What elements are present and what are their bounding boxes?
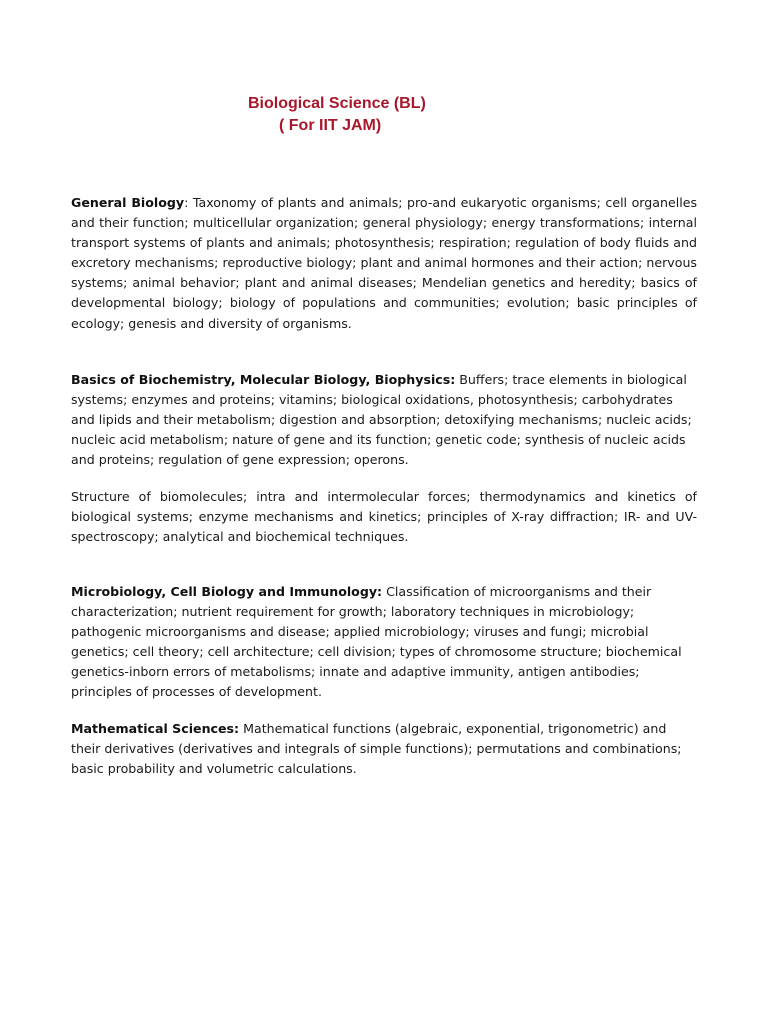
document-subtitle: ( For IIT JAM) — [279, 117, 382, 134]
section-mathematical-sciences — [71, 719, 697, 779]
section-body: Classification of microorganisms and their characterization; nutrient requirement for growth; laboratory techniques in microbiology; pathogenic microorganisms and disease; applied microbiology; viruses and fungi; microbial genetics; cell theory; cell architecture; cell division; types of chromosome structure; biochemical genetics-inborn errors of metabolisms; innate and adaptive immunity, antigen antibodies; principles of processes of development. — [71, 584, 682, 700]
section-microbiology — [71, 582, 697, 703]
section-heading: Basics of Biochemistry, Molecular Biology, Biophysics: — [71, 372, 456, 387]
section-body: Structure of biomolecules; intra and intermolecular forces; thermodynamics and kinetics of biological systems; enzyme mechanisms and kinetics; principles of X-ray diffraction; IR- and UV-spectroscopy; analytical and biochemical techniques. — [71, 489, 697, 545]
section-general-biology: General Biology: Taxonomy of plants and animals; pro-and eukaryotic organisms; cell organelles and their function; multicellular organization; general physiology; energy transformations; internal transport systems of plants and animals; photosynthesis; respiration; regulation of body fluids and excretory mechanisms; reproductive biology; plant and animal hormones and their action; nervous systems; animal behavior; plant and animal diseases; Mendelian genetics and heredity; basics of developmental biology; biology of populations and communities; evolution; basic principles of ecology; genesis and diversity of organisms. — [71, 195, 697, 331]
section-heading: General Biology — [71, 195, 185, 210]
section-body: Buffers; trace elements in biological systems; enzymes and proteins; vitamins; biological oxidations, photosynthesis; carbohydrates and lipids and their metabolism; digestion and absorption; detoxifying mechanisms; nucleic acids; nucleic acid metabolism; nature of gene and its function; genetic code; synthesis of nucleic acids and proteins; regulation of gene expression; operons. — [71, 372, 692, 468]
section-body: Taxonomy of plants and animals; pro-and eukaryotic organisms; cell organelles and their function; multicellular organization; general physiology; energy transformations; internal transport systems of plants and animals; photosynthesis; respiration; regulation of body fluids and excretory mechanisms; reproductive biology; plant and animal hormones and their action; nervous systems; animal behavior; plant and animal diseases; Mendelian genetics and heredity; basics of developmental biology; biology of populations and communities; evolution; basic principles of ecology; genesis and diversity of organisms. — [71, 195, 697, 331]
section-body: Mathematical functions (algebraic, exponential, trigonometric) and their derivatives (derivatives and integrals of simple functions); permutations and combinations; basic probability and volumetric calculations. — [71, 721, 682, 777]
document-title: Biological Science (BL) — [248, 95, 426, 112]
section-biochemistry — [71, 370, 697, 470]
section-heading: Microbiology, Cell Biology and Immunology: — [71, 584, 383, 599]
section-heading: Mathematical Sciences: — [71, 721, 240, 736]
section-biomolecule-structure — [71, 487, 697, 547]
